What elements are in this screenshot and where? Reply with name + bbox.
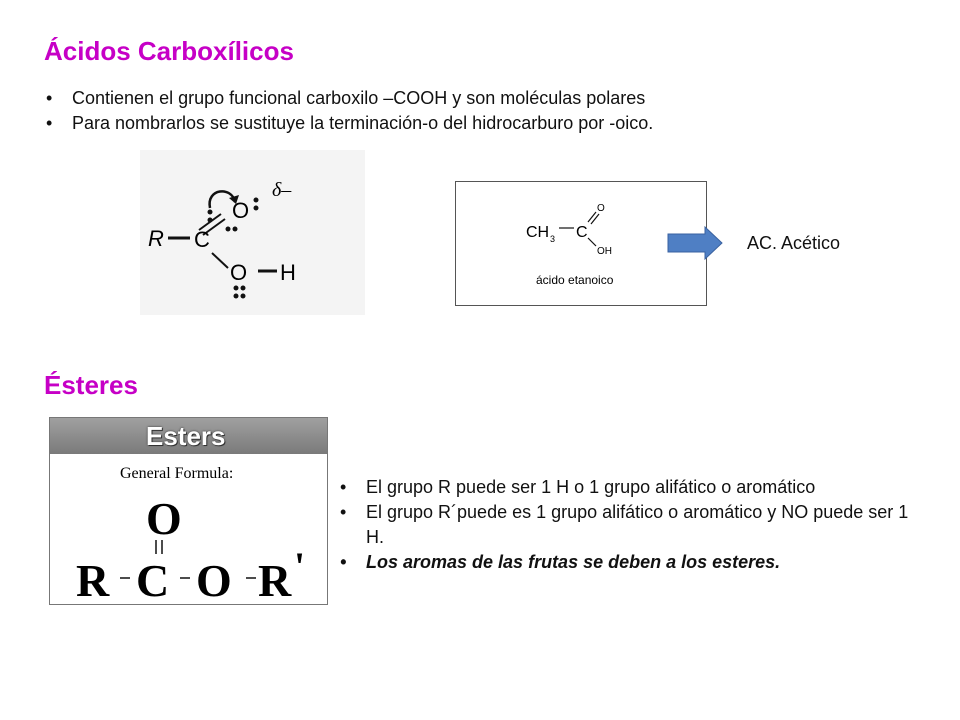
formula-o: O — [196, 555, 232, 604]
ester-header-bar — [50, 418, 327, 454]
atom-r: R — [148, 226, 164, 251]
ch3-label: CH — [526, 224, 550, 241]
oxygen-label: O — [597, 203, 605, 214]
carboxylic-bullets — [46, 86, 926, 136]
atom-h: H — [280, 260, 296, 285]
bullet-item: • Contienen el grupo funcional carboxilo –COOH y son moléculas polares — [46, 86, 926, 111]
ester-bullets — [340, 475, 920, 575]
carboxyl-lewis-structure — [140, 150, 365, 315]
formula-r-prime: R — [258, 555, 292, 604]
formula-r: R — [76, 555, 110, 604]
structure-caption: ácido etanoico — [536, 273, 614, 287]
formula-o-top: O — [146, 493, 182, 544]
section-title-carboxylic-acids: Ácidos Carboxílicos — [44, 36, 294, 66]
bullet-item: • El grupo R puede ser 1 H o 1 grupo alifático o aromático — [340, 475, 920, 500]
atom-c: C — [194, 227, 210, 252]
ester-header-text: Esters — [146, 421, 226, 451]
right-arrow-icon — [667, 226, 723, 260]
bullet-item: • Los aromas de las frutas se deben a los esteres. — [340, 550, 920, 575]
oh-label: OH — [597, 246, 612, 257]
delta-minus-label: δ– — [272, 179, 292, 201]
atom-o-top: O — [232, 198, 250, 223]
general-formula-label: General Formula: — [120, 465, 234, 482]
ester-general-formula-image — [49, 417, 328, 605]
prime-mark: ' — [294, 544, 306, 589]
formula-c: C — [136, 555, 170, 604]
ch3-subscript: 3 — [550, 234, 556, 244]
bullet-item: • Para nombrarlos se sustituye la terminación-o del hidrocarburo por -oico. — [46, 111, 926, 136]
carboxyl-structure-svg — [140, 150, 365, 315]
bullet-item: • El grupo R´puede es 1 grupo alifático o aromático y NO puede ser 1 H. — [340, 500, 920, 550]
acetic-acid-label: AC. Acético — [747, 233, 841, 253]
carbon-label: C — [576, 224, 588, 241]
section-title-esters: Ésteres — [44, 370, 138, 400]
atom-o-bottom: O — [230, 260, 248, 285]
